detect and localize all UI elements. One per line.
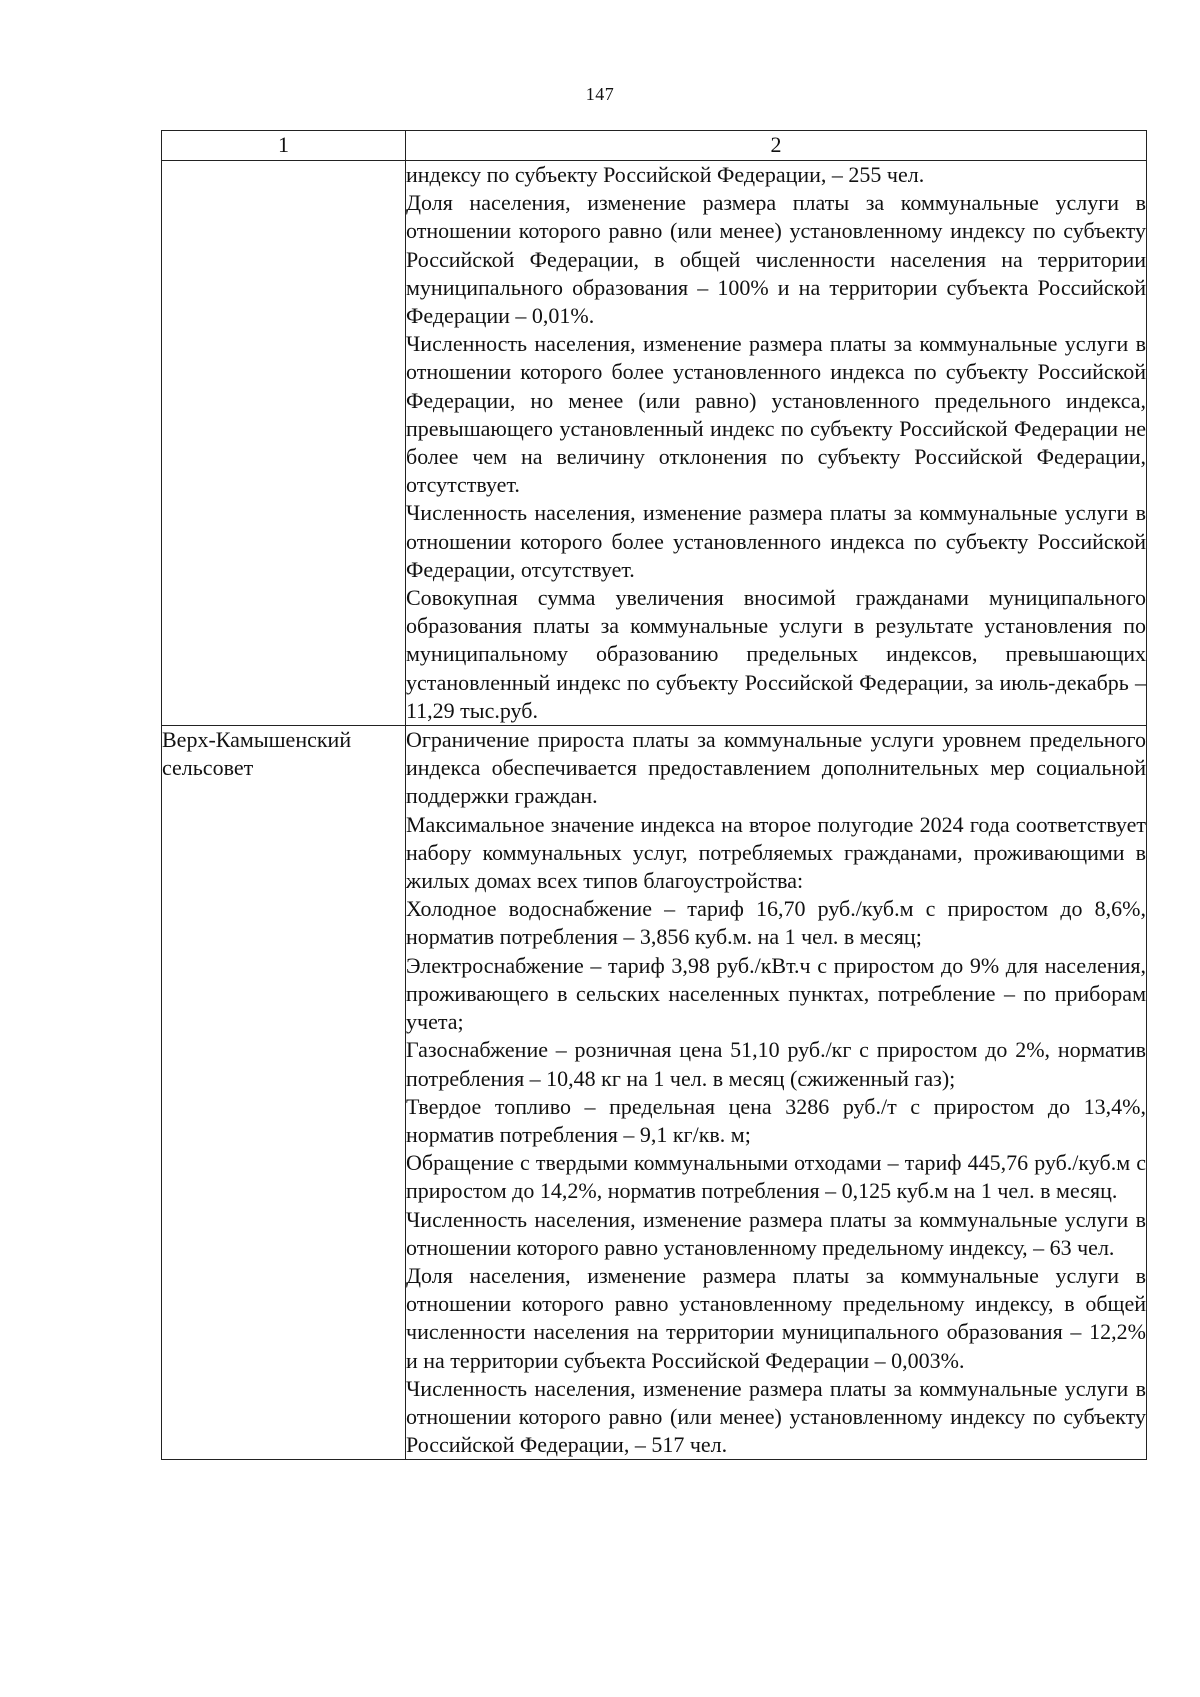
paragraph: Доля населения, изменение размера платы за коммунальные услуги в отношении которого равно установленному предельному индексу, в общей численности населения на территории муниципального образования – 12,2% и на территории субъекта Российской Федерации – 0,003%.	[406, 1262, 1146, 1373]
description-cell	[406, 726, 1147, 1460]
table-header-row	[162, 131, 1147, 161]
paragraph: Обращение с твердыми коммунальными отходами – тариф 445,76 руб./куб.м с приростом до 14,2%, норматив потребления – 0,125 куб.м на 1 чел. в месяц.	[406, 1150, 1146, 1204]
paragraph: Твердое топливо – предельная цена 3286 руб./т с приростом до 13,4%, норматив потребления – 9,1 кг/кв. м;	[406, 1093, 1146, 1147]
paragraph: Численность населения, изменение размера платы за коммунальные услуги в отношении которого более установленного индекса по субъекту Российской Федерации, отсутствует.	[406, 500, 1146, 582]
municipality-name-cell: Верх-Камышенский сельсовет	[162, 726, 406, 1460]
paragraph: Газоснабжение – розничная цена 51,10 руб./кг с приростом до 2%, норматив потребления – 10,48 кг на 1 чел. в месяц (сжиженный газ);	[406, 1037, 1146, 1091]
paragraph: Численность населения, изменение размера платы за коммунальные услуги в отношении которого более установленного индекса по субъекту Российской Федерации, но менее (или равно) установленного предельного индекса, превышающего установленный индекс по субъекту Российской Федерации не более чем на величину отклонения по субъекту Российской Федерации, отсутствует.	[406, 331, 1146, 498]
paragraph: Численность населения, изменение размера платы за коммунальные услуги в отношении которого равно установленному предельному индексу, – 63 чел.	[406, 1206, 1146, 1260]
paragraph: Численность населения, изменение размера платы за коммунальные услуги в отношении которого равно (или менее) установленному индексу по субъекту Российской Федерации, – 517 чел.	[406, 1375, 1146, 1458]
paragraph: Холодное водоснабжение – тариф 16,70 руб./куб.м с приростом до 8,6%, норматив потребления – 3,856 куб.м. на 1 чел. в месяц;	[406, 896, 1146, 950]
municipality-name-cell	[162, 161, 406, 726]
table-row	[162, 161, 1147, 726]
column-header-1: 1	[162, 131, 406, 161]
paragraph: Совокупная сумма увеличения вносимой гражданами муниципального образования платы за коммунальные услуги в результате установления по муниципальному образованию предельных индексов, превышающих установленный индекс по субъекту Российской Федерации, за июль-декабрь – 11,29 тыс.руб.	[406, 585, 1146, 723]
page-number: 147	[585, 84, 615, 104]
paragraph: Ограничение прироста платы за коммунальные услуги уровнем предельного индекса обеспечивается предоставлением дополнительных мер социальной поддержки граждан.	[406, 727, 1146, 809]
paragraph: Электроснабжение – тариф 3,98 руб./кВт.ч с приростом до 9% для населения, проживающего в сельских населенных пунктах, потребление – по приборам учета;	[406, 952, 1146, 1035]
column-header-2: 2	[406, 131, 1147, 161]
paragraph: Максимальное значение индекса на второе полугодие 2024 года соответствует набору коммунальных услуг, потребляемых гражданами, проживающими в жилых домах всех типов благоустройства:	[406, 811, 1146, 894]
paragraph: Доля населения, изменение размера платы за коммунальные услуги в отношении которого равно (или менее) установленному индексу по субъекту Российской Федерации, в общей численности населения на территории муниципального образования – 100% и на территории субъекта Российской Федерации – 0,01%.	[406, 190, 1146, 329]
data-table	[161, 130, 1147, 1460]
table-row	[162, 726, 1147, 1460]
description-cell	[406, 161, 1147, 726]
paragraph: индексу по субъекту Российской Федерации, – 255 чел.	[406, 162, 925, 187]
